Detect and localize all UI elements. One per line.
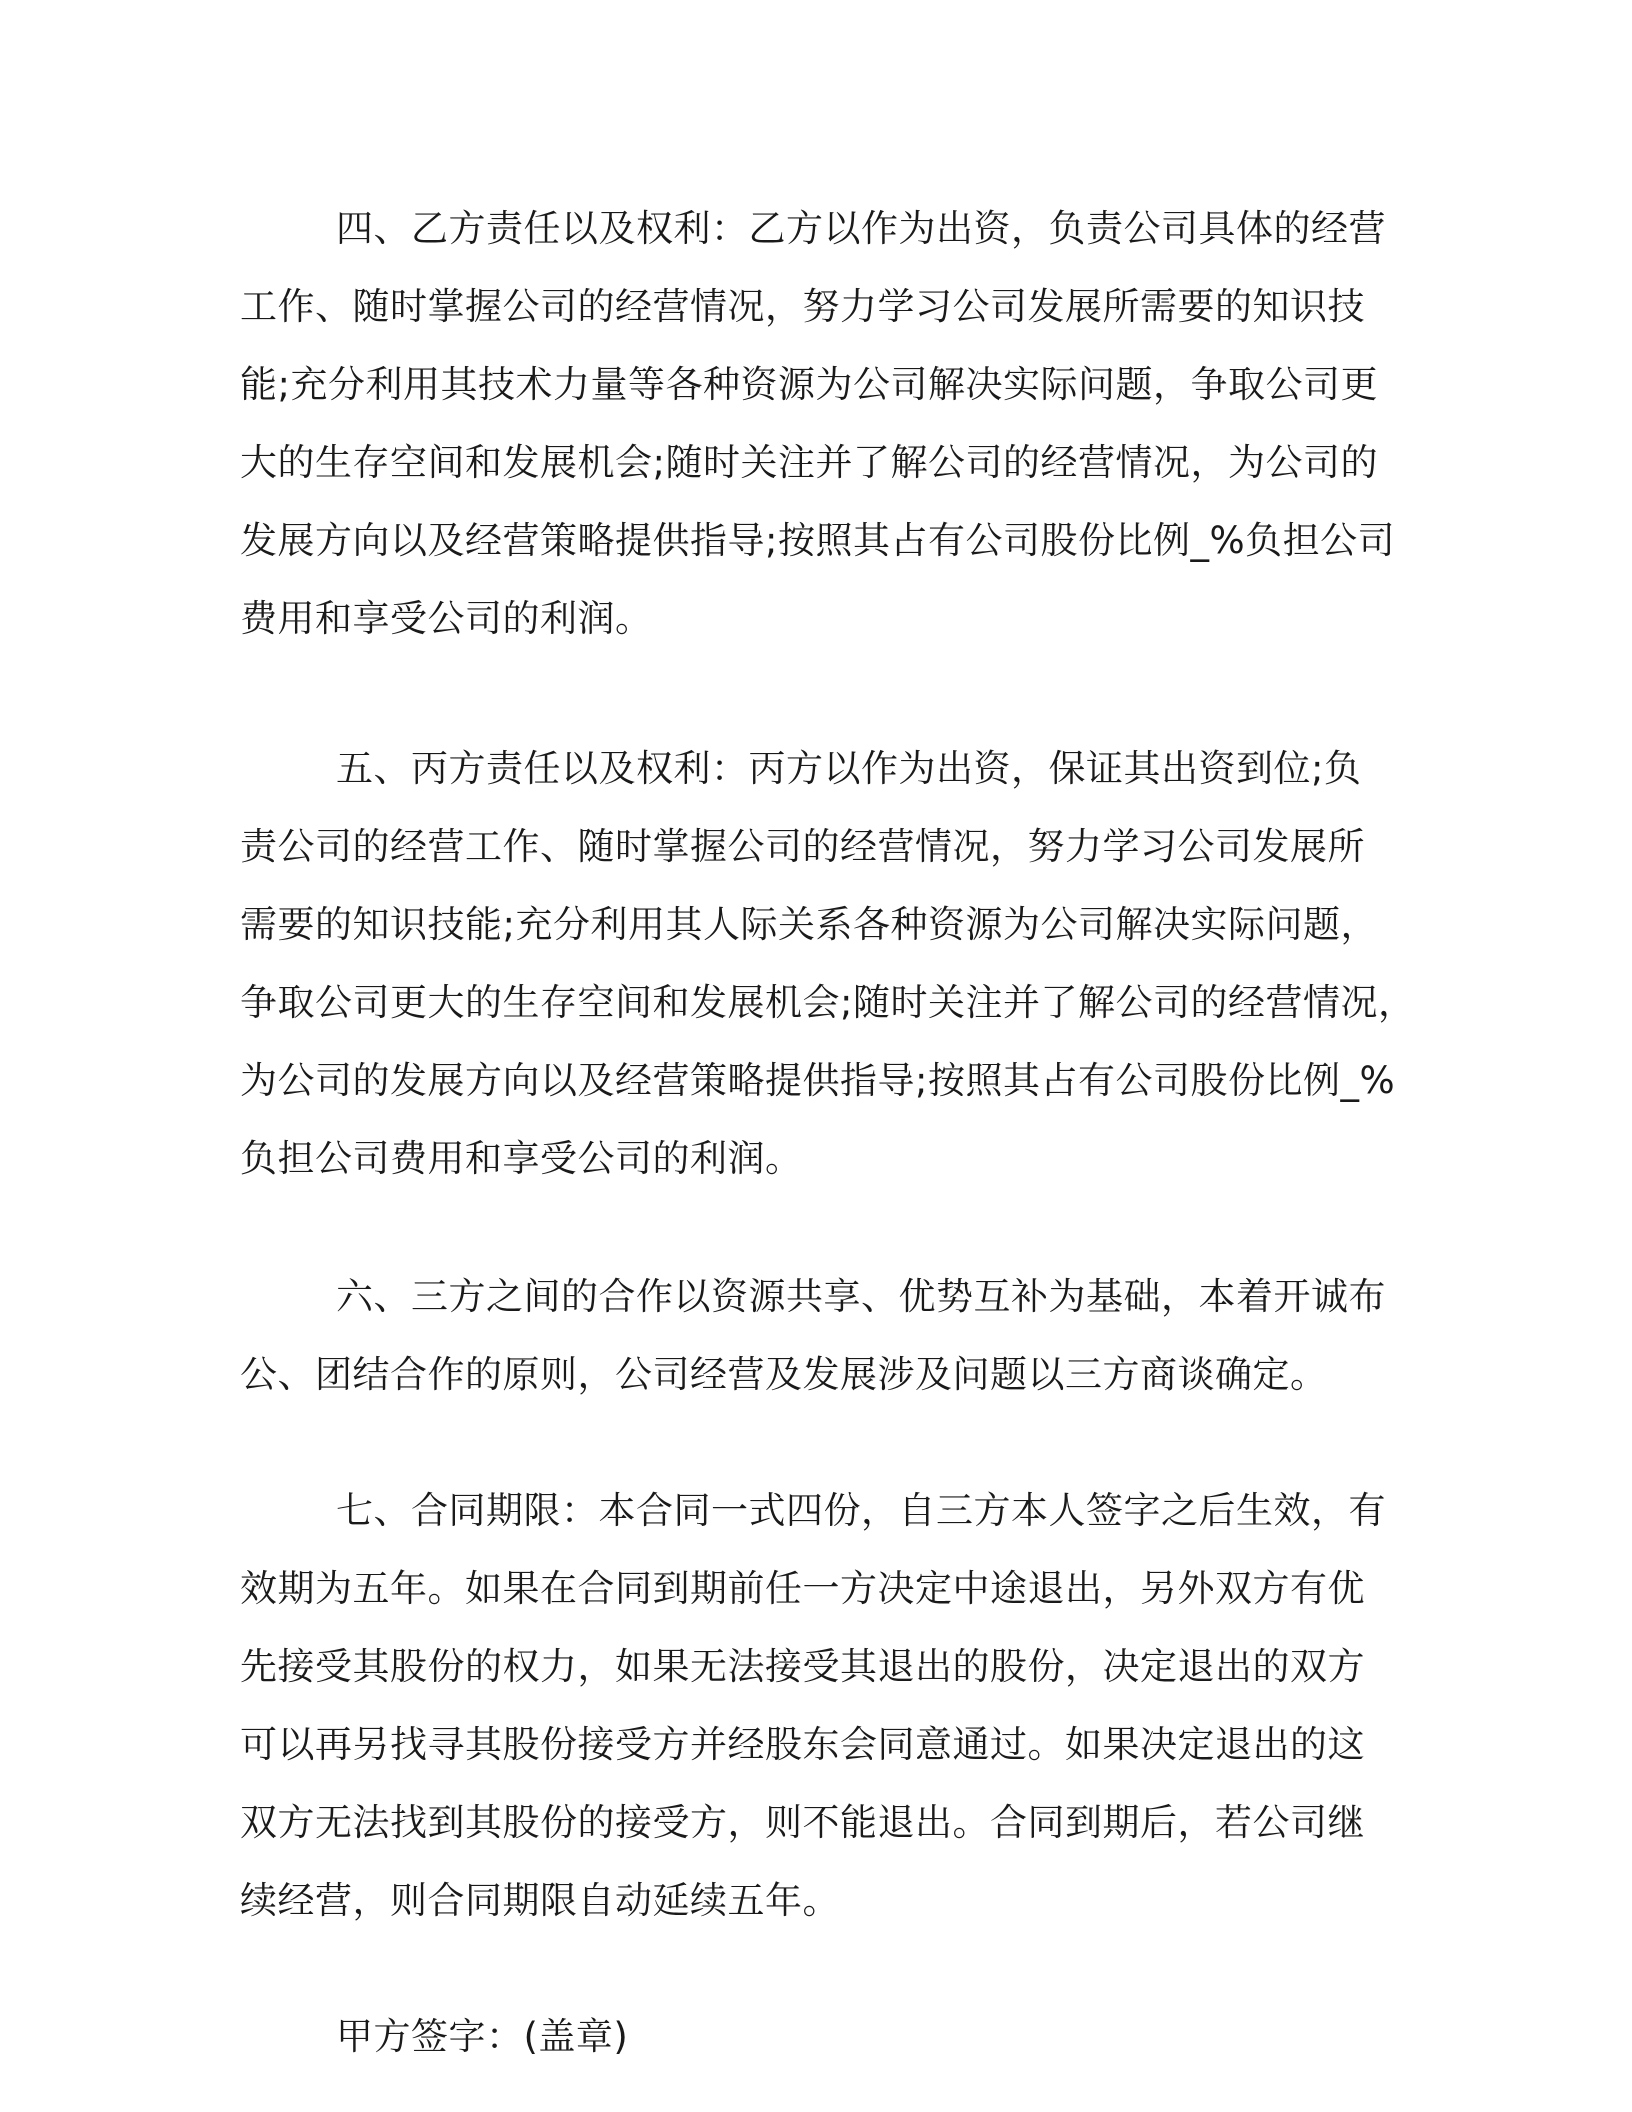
section-5-paragraph xyxy=(240,730,1416,1198)
paragraph-line: 能;充分利用其技术力量等各种资源为公司解决实际问题，争取公司更 xyxy=(240,363,1378,406)
paragraph-line: 负担公司费用和享受公司的利润。 xyxy=(240,1137,803,1180)
paragraph-line: 争取公司更大的生存空间和发展机会;随时关注并了解公司的经营情况， xyxy=(240,981,1416,1024)
paragraph-line: 发展方向以及经营策略提供指导;按照其占有公司股份比例_%负担公司 xyxy=(240,519,1396,562)
section-7-paragraph xyxy=(240,1472,1390,1940)
signature-party-a xyxy=(240,1998,1390,2076)
paragraph-line: 为公司的发展方向以及经营策略提供指导;按照其占有公司股份比例_% xyxy=(240,1059,1396,1102)
document-page xyxy=(240,190,1416,2076)
paragraph-line: 续经营，则合同期限自动延续五年。 xyxy=(240,1879,840,1922)
paragraph-line: 责公司的经营工作、随时掌握公司的经营情况，努力学习公司发展所 xyxy=(240,825,1365,868)
paragraph-line: 四、乙方责任以及权利：乙方以作为出资，负责公司具体的经营 xyxy=(336,207,1386,250)
paragraph-line: 五、丙方责任以及权利：丙方以作为出资，保证其出资到位;负 xyxy=(336,747,1362,790)
section-6-paragraph xyxy=(240,1258,1390,1414)
paragraph-line: 效期为五年。如果在合同到期前任一方决定中途退出，另外双方有优 xyxy=(240,1567,1365,1610)
paragraph-line: 大的生存空间和发展机会;随时关注并了解公司的经营情况，为公司的 xyxy=(240,441,1378,484)
paragraph-line: 需要的知识技能;充分利用其人际关系各种资源为公司解决实际问题， xyxy=(240,903,1378,946)
signature-label: 甲方签字：(盖章) xyxy=(336,2015,629,2058)
paragraph-line: 工作、随时掌握公司的经营情况，努力学习公司发展所需要的知识技 xyxy=(240,285,1365,328)
paragraph-line: 七、合同期限：本合同一式四份，自三方本人签字之后生效，有 xyxy=(336,1489,1386,1532)
paragraph-line: 六、三方之间的合作以资源共享、优势互补为基础，本着开诚布 xyxy=(336,1275,1386,1318)
paragraph-line: 公、团结合作的原则，公司经营及发展涉及问题以三方商谈确定。 xyxy=(240,1353,1328,1396)
paragraph-line: 先接受其股份的权力，如果无法接受其退出的股份，决定退出的双方 xyxy=(240,1645,1365,1688)
paragraph-line: 可以再另找寻其股份接受方并经股东会同意通过。如果决定退出的这 xyxy=(240,1723,1365,1766)
paragraph-line: 双方无法找到其股份的接受方，则不能退出。合同到期后，若公司继 xyxy=(240,1801,1365,1844)
section-4-paragraph xyxy=(240,190,1396,658)
paragraph-line: 费用和享受公司的利润。 xyxy=(240,597,653,640)
